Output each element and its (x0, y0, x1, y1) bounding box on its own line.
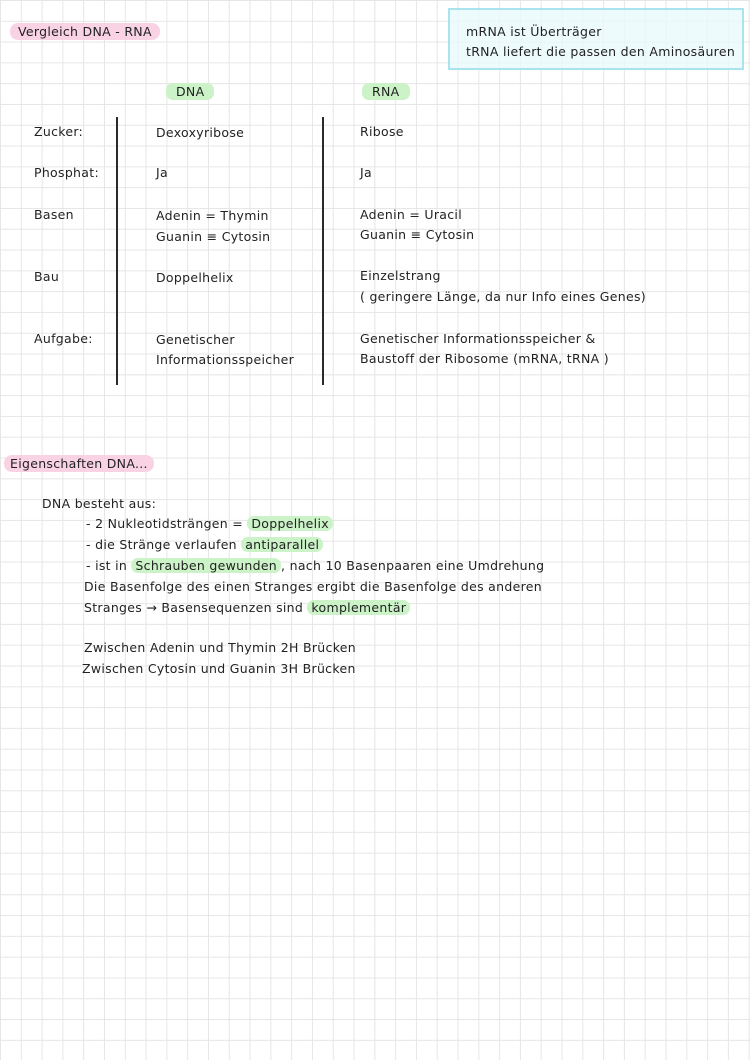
rna-phosphat: Ja (360, 165, 372, 180)
bullet-2-highlight: antiparallel (241, 537, 323, 552)
section-heading-text: Eigenschaften DNA... (4, 455, 154, 472)
section-intro: DNA besteht aus: (42, 496, 157, 511)
rna-basen-2: Guanin ≡ Cytosin (360, 227, 475, 242)
dna-aufgabe-2: Informationsspeicher (156, 352, 295, 367)
row-label-zucker: Zucker: (34, 124, 84, 139)
column-header-rna-text: RNA (362, 83, 410, 100)
bullet-2-text: - die Stränge verlaufen (86, 537, 242, 552)
row-label-basen: Basen (34, 207, 74, 222)
bullet-1-text: - 2 Nukleotidsträngen = (86, 516, 248, 531)
note-box (448, 8, 744, 70)
paragraph-line-1: Die Basenfolge des einen Stranges ergibt die Basenfolge des anderen (84, 579, 542, 594)
bullet-3-text: - ist in (86, 558, 132, 573)
dna-aufgabe-1: Genetischer (156, 332, 235, 347)
row-label-bau: Bau (34, 269, 60, 284)
rna-aufgabe-1: Genetischer Informationsspeicher & (360, 331, 596, 346)
dna-phosphat: Ja (156, 165, 168, 180)
bridge-line-1: Zwischen Adenin und Thymin 2H Brücken (84, 640, 356, 655)
page-title (10, 24, 160, 39)
section-heading (4, 456, 154, 471)
bullet-1 (86, 516, 333, 531)
paragraph-line-2-text: Stranges → Basensequenzen sind (84, 600, 308, 615)
bullet-2 (86, 537, 323, 552)
dna-bau: Doppelhelix (156, 270, 234, 285)
bullet-3-text-end: , nach 10 Basenpaaren eine Umdrehung (281, 558, 545, 573)
rna-basen-1: Adenin = Uracil (360, 207, 462, 222)
dna-basen-2: Guanin ≡ Cytosin (156, 229, 271, 244)
table-divider-right (322, 117, 324, 385)
note-line-1: mRNA ist Überträger (466, 24, 602, 39)
bridge-line-2: Zwischen Cytosin und Guanin 3H Brücken (82, 661, 356, 676)
rna-aufgabe-2: Baustoff der Ribosome (mRNA, tRNA ) (360, 351, 609, 366)
dna-zucker: Dexoxyribose (156, 125, 245, 140)
column-header-dna-text: DNA (166, 83, 214, 100)
bullet-3-highlight: Schrauben gewunden (131, 558, 281, 573)
rna-zucker: Ribose (360, 124, 404, 139)
dna-basen-1: Adenin = Thymin (156, 208, 269, 223)
column-header-dna (166, 84, 214, 99)
row-label-aufgabe: Aufgabe: (34, 331, 93, 346)
bullet-3 (86, 558, 544, 573)
paragraph-line-2 (84, 600, 410, 615)
rna-bau-1: Einzelstrang (360, 268, 441, 283)
page-title-text: Vergleich DNA - RNA (10, 23, 160, 40)
bullet-1-highlight: Doppelhelix (247, 516, 333, 531)
column-header-rna (362, 84, 410, 99)
note-line-2: tRNA liefert die passen den Aminosäuren (466, 44, 736, 59)
table-divider-left (116, 117, 118, 385)
row-label-phosphat: Phosphat: (34, 165, 99, 180)
paragraph-line-2-highlight: komplementär (307, 600, 410, 615)
rna-bau-2: ( geringere Länge, da nur Info eines Genes) (360, 289, 646, 304)
